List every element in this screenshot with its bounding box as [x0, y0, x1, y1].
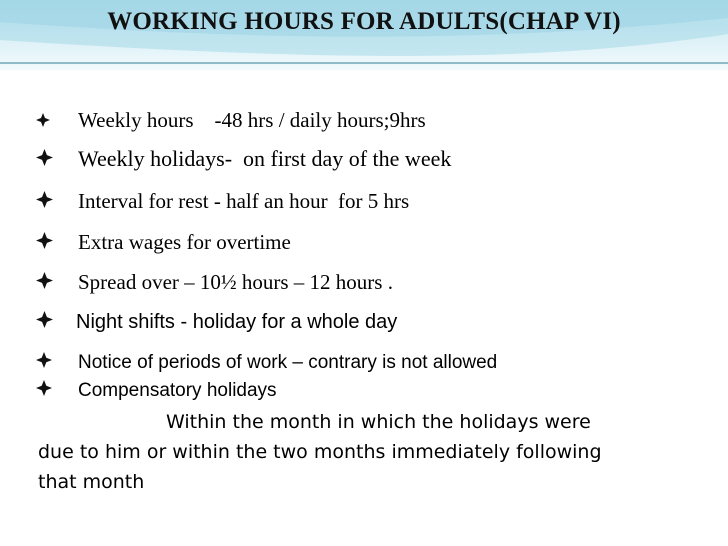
continuation-line-3: that month	[38, 471, 145, 493]
bullet-text: Notice of periods of work – contrary is not allowed	[78, 352, 498, 373]
diamond-star-bullet-icon	[36, 380, 58, 396]
bullet-text: Night shifts - holiday for a whole day	[76, 311, 398, 333]
slide-title: WORKING HOURS FOR ADULTS(CHAP VI)	[107, 8, 621, 35]
bullet-item	[36, 352, 497, 374]
diamond-star-bullet-icon	[36, 113, 58, 127]
bullet-item	[36, 270, 393, 295]
diamond-star-bullet-icon	[36, 232, 58, 249]
continuation-paragraph	[38, 407, 718, 497]
bullet-text: Weekly hours -48 hrs / daily hours;9hrs	[78, 108, 426, 132]
bullet-text: Weekly holidays- on first day of the week	[78, 146, 452, 171]
bullet-text: Spread over – 10½ hours – 12 hours .	[78, 270, 393, 294]
bullet-text: Compensatory holidays	[78, 380, 277, 401]
continuation-line-1: Within the month in which the holidays were	[166, 411, 591, 433]
bullet-item	[36, 380, 277, 402]
title-divider	[0, 62, 728, 64]
bullet-text: Extra wages for overtime	[78, 230, 291, 254]
diamond-star-bullet-icon	[36, 191, 58, 208]
diamond-star-bullet-icon	[36, 272, 58, 289]
bullet-item	[36, 311, 397, 334]
diamond-star-bullet-icon	[36, 311, 58, 328]
bullet-item	[36, 108, 426, 133]
bullet-item	[36, 146, 451, 172]
bullet-item	[36, 230, 291, 255]
continuation-line-2: due to him or within the two months immediately following	[38, 441, 602, 463]
diamond-star-bullet-icon	[36, 352, 58, 368]
diamond-star-bullet-icon	[36, 149, 58, 166]
bullet-text: Interval for rest - half an hour for 5 hrs	[78, 189, 410, 213]
bullet-item	[36, 189, 409, 214]
